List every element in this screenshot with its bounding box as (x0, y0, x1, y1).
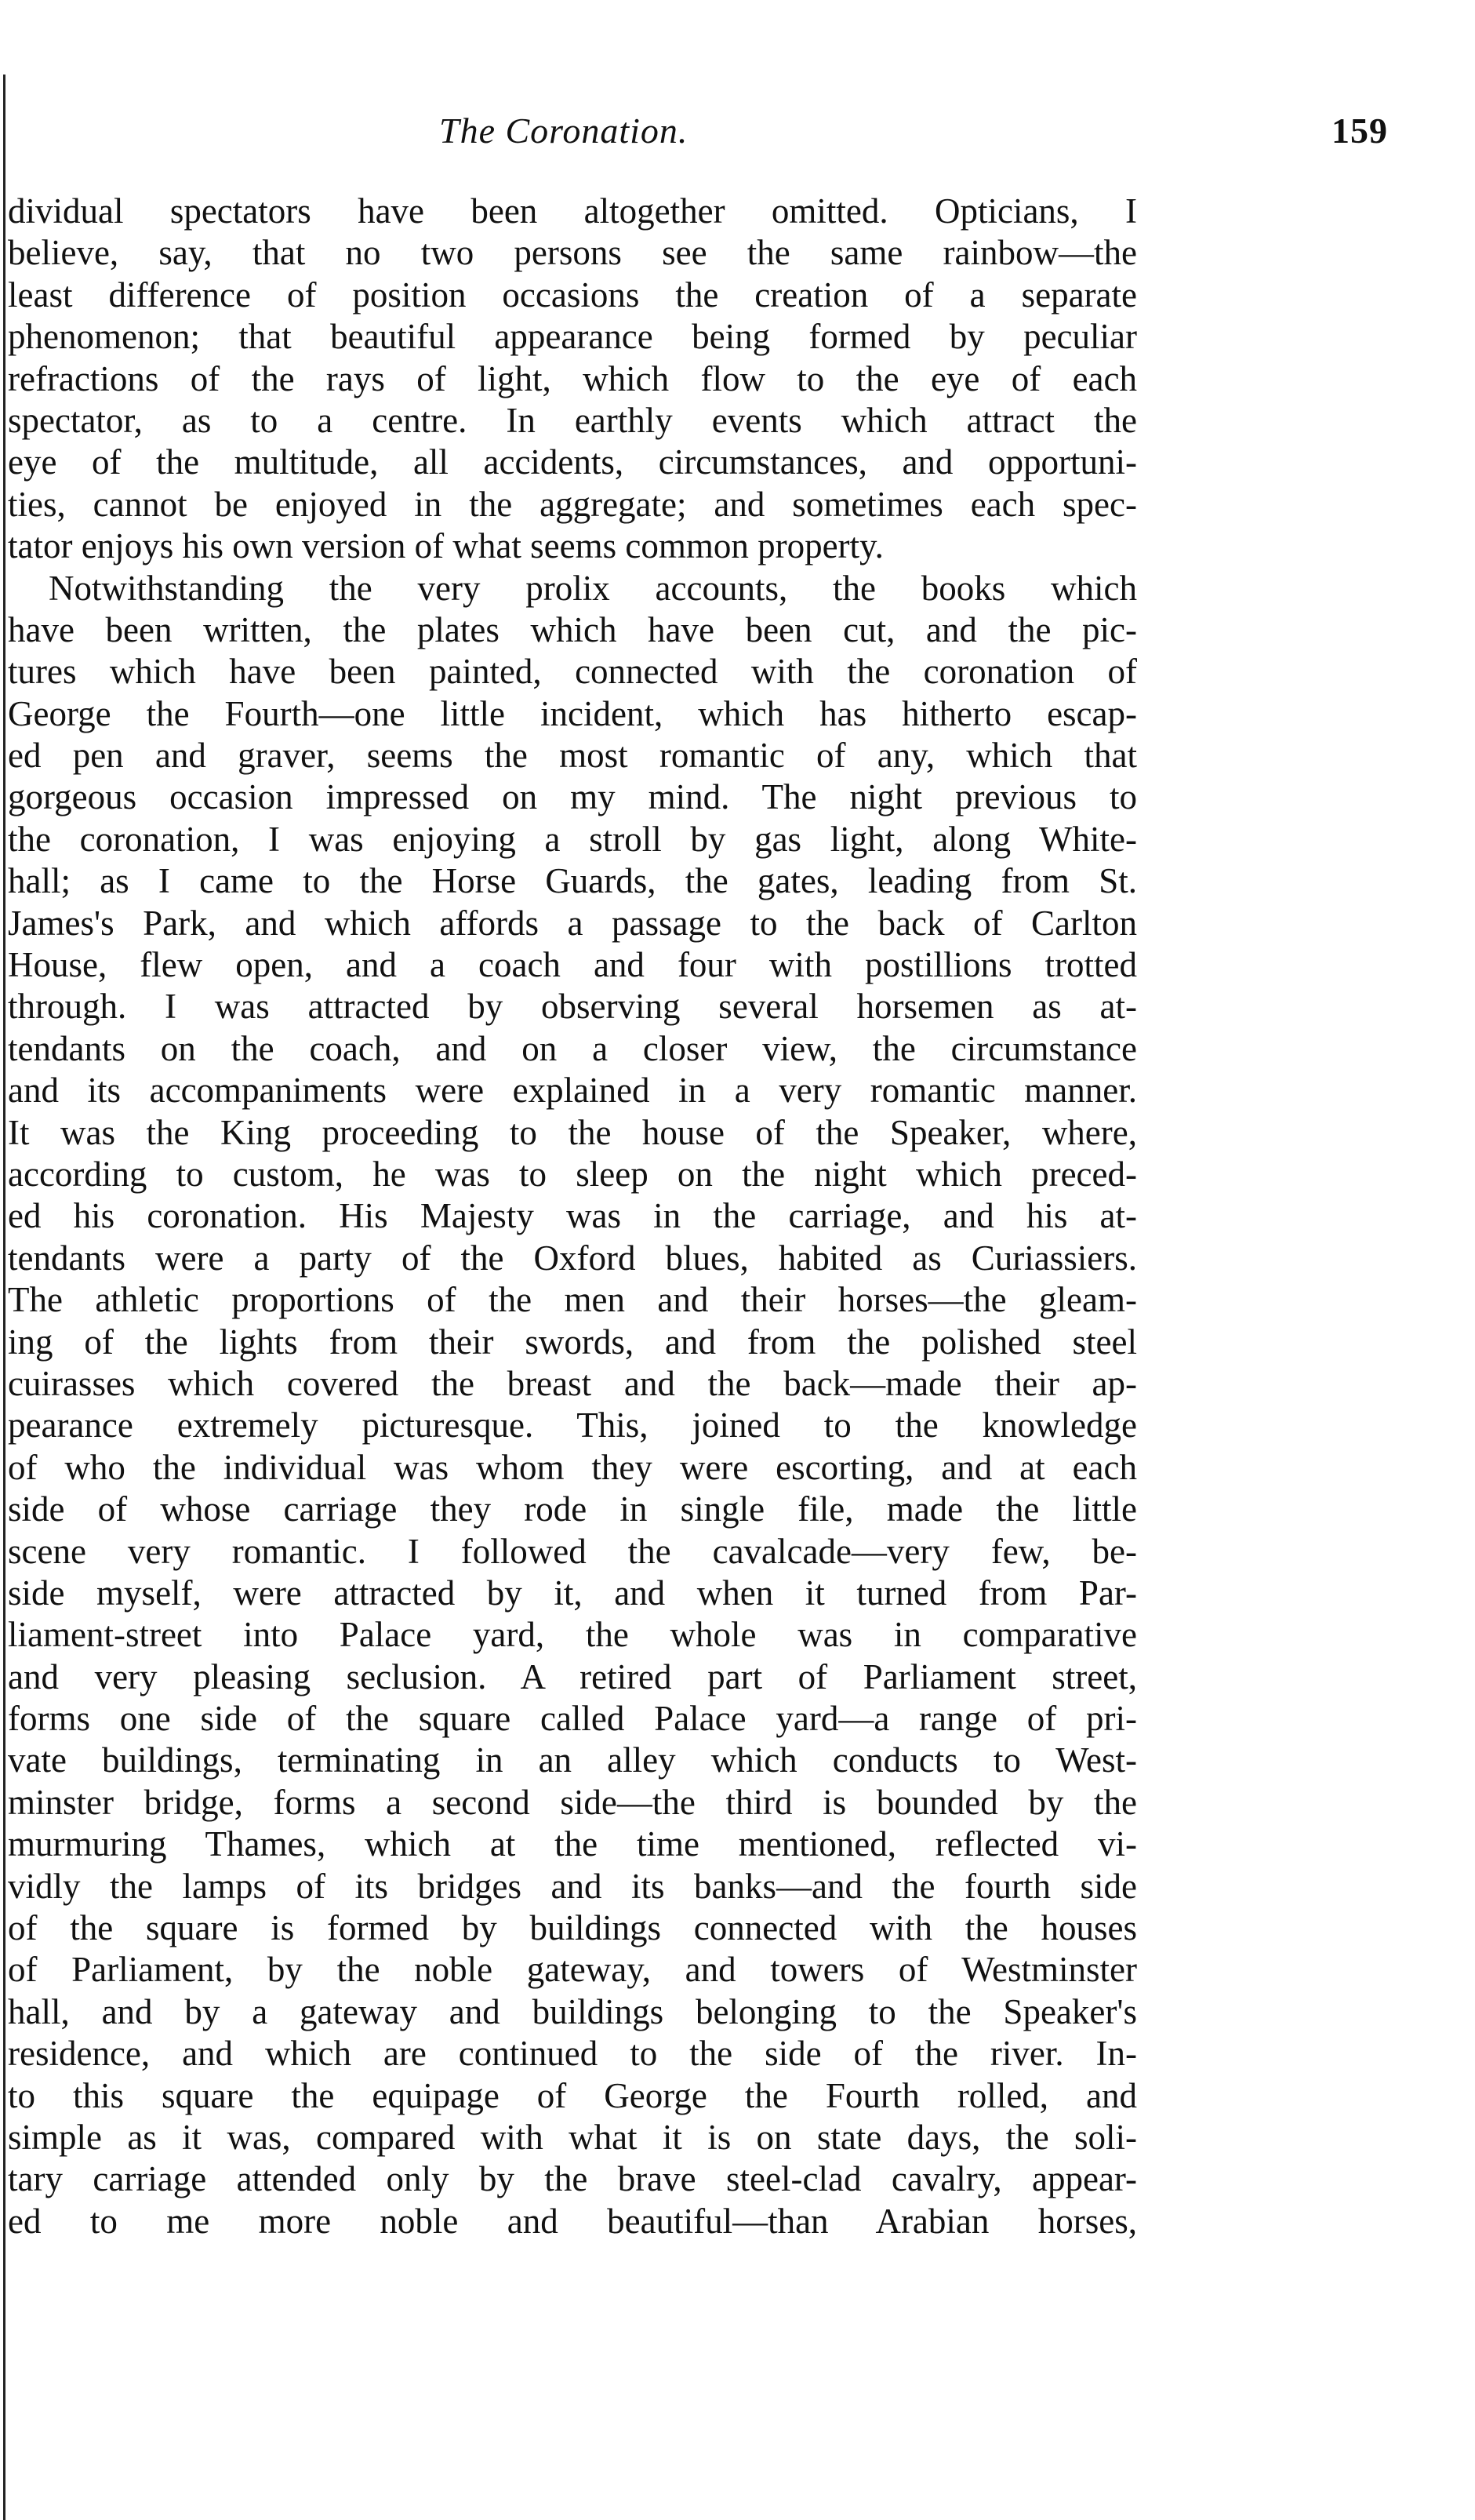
text-line: of who the individual was whom they were escorting, and at each (8, 1447, 1137, 1487)
page-header (0, 110, 1475, 173)
page-number: 159 (1331, 111, 1388, 151)
text-line: ed pen and graver, seems the most romantic of any, which that (8, 736, 1137, 776)
text-line: cuirasses which covered the breast and the back—made their ap- (8, 1363, 1137, 1403)
text-line: minster bridge, forms a second side—the third is bounded by the (8, 1782, 1137, 1822)
text-line: side of whose carriage they rode in single file, made the little (8, 1489, 1137, 1529)
text-line: liament-street into Palace yard, the whole was in comparative (8, 1615, 1137, 1655)
text-line: through. I was attracted by observing several horsemen as at- (8, 987, 1137, 1027)
text-line: to this square the equipage of George the Fourth rolled, and (8, 2075, 1137, 2115)
text-line: forms one side of the square called Palace yard—a range of pri- (8, 1699, 1137, 1739)
text-line: phenomenon; that beautiful appearance being formed by peculiar (8, 317, 1137, 357)
text-line: tator enjoys his own version of what seems common property. (8, 526, 884, 566)
text-line: of Parliament, by the noble gateway, and towers of Westminster (8, 1950, 1137, 1990)
text-line: murmuring Thames, which at the time mentioned, reflected vi- (8, 1824, 1137, 1864)
text-line: eye of the multitude, all accidents, circumstances, and opportuni- (8, 442, 1137, 482)
text-line: House, flew open, and a coach and four with postillions trotted (8, 945, 1137, 985)
page-edge-rule (3, 75, 5, 2520)
text-line: hall, and by a gateway and buildings belonging to the Speaker's (8, 1991, 1137, 2031)
text-line: vidly the lamps of its bridges and its banks—and the fourth side (8, 1866, 1137, 1906)
text-line: believe, say, that no two persons see the same rainbow—the (8, 233, 1137, 273)
text-line: ing of the lights from their swords, and from the polished steel (8, 1322, 1137, 1362)
text-line: Notwithstanding the very prolix accounts, the books which (49, 568, 1137, 608)
text-line: simple as it was, compared with what it is on state days, the soli- (8, 2117, 1137, 2157)
text-line: have been written, the plates which have been cut, and the pic- (8, 609, 1137, 649)
text-line: spectator, as to a centre. In earthly events which attract the (8, 400, 1137, 440)
text-line: ties, cannot be enjoyed in the aggregate; and sometimes each spec- (8, 484, 1137, 524)
text-line: tary carriage attended only by the brave steel-clad cavalry, appear- (8, 2159, 1137, 2199)
text-line: The athletic proportions of the men and their horses—the gleam- (8, 1280, 1137, 1320)
text-line: tendants on the coach, and on a closer view, the circumstance (8, 1028, 1137, 1068)
running-title: The Coronation. (439, 111, 688, 151)
text-line: ed his coronation. His Majesty was in the carriage, and his at- (8, 1196, 1137, 1236)
text-line: hall; as I came to the Horse Guards, the gates, leading from St. (8, 861, 1137, 901)
text-line: James's Park, and which affords a passage to the back of Carlton (8, 903, 1137, 943)
text-line: ed to me more noble and beautiful—than Arabian horses, (8, 2201, 1137, 2241)
text-line: and very pleasing seclusion. A retired part of Parliament street, (8, 1656, 1137, 1696)
text-line: pearance extremely picturesque. This, joined to the knowledge (8, 1405, 1137, 1445)
text-line: according to custom, he was to sleep on the night which preced- (8, 1154, 1137, 1194)
text-line: tendants were a party of the Oxford blues, habited as Curiassiers. (8, 1238, 1137, 1278)
text-line: residence, and which are continued to the side of the river. In- (8, 2034, 1137, 2074)
text-line: tures which have been painted, connected with the coronation of (8, 652, 1137, 692)
body-text (8, 191, 1137, 2242)
text-line: George the Fourth—one little incident, which has hitherto escap- (8, 693, 1137, 733)
text-line: It was the King proceeding to the house of the Speaker, where, (8, 1112, 1137, 1152)
text-line: dividual spectators have been altogether omitted. Opticians, I (8, 191, 1137, 231)
text-line: of the square is formed by buildings connected with the houses (8, 1908, 1137, 1948)
text-line: scene very romantic. I followed the cavalcade—very few, be- (8, 1531, 1137, 1571)
text-line: the coronation, I was enjoying a stroll by gas light, along White- (8, 819, 1137, 859)
text-line: least difference of position occasions the creation of a separate (8, 275, 1137, 315)
text-line: and its accompaniments were explained in a very romantic manner. (8, 1071, 1137, 1111)
text-line: vate buildings, terminating in an alley which conducts to West- (8, 1740, 1137, 1780)
text-line: side myself, were attracted by it, and when it turned from Par- (8, 1573, 1137, 1613)
text-line: refractions of the rays of light, which flow to the eye of each (8, 358, 1137, 398)
text-line: gorgeous occasion impressed on my mind. The night previous to (8, 777, 1137, 817)
